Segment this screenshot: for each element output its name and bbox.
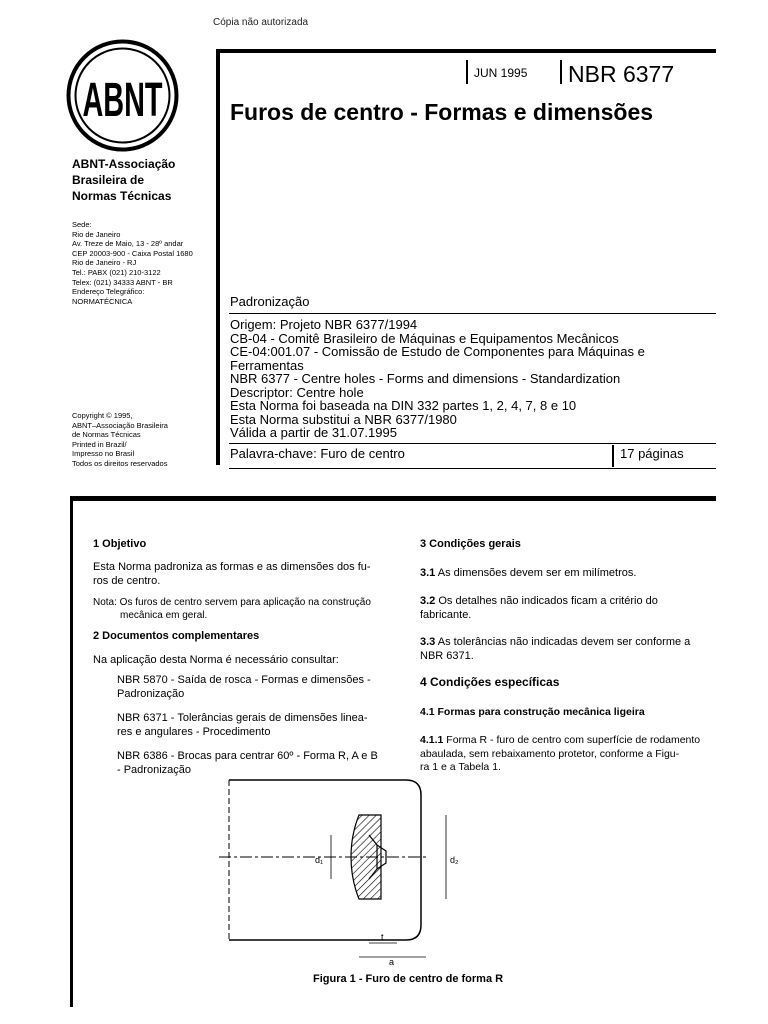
standard-number: NBR 6377 bbox=[568, 61, 675, 87]
general-item-3-2: 3.2 Os detalhes não indicados ficam a critério do fabricante. bbox=[420, 595, 658, 621]
header-top-rule bbox=[216, 49, 716, 53]
figure-label-d1: d₁ bbox=[315, 855, 324, 865]
abnt-logo-text: ABNT bbox=[82, 74, 163, 127]
document-title: Furos de centro - Formas e dimensões bbox=[230, 99, 654, 125]
figure-label-d2: d₂ bbox=[450, 855, 459, 865]
origin-block: Origem: Projeto NBR 6377/1994 CB-04 - Comitê Brasileiro de Máquinas e Equipamentos Mecânicos CE-04:001.07 - Comissão de Estudo de Componentes para Máquinas e Ferramentas NBR 6377 - Centre holes - Forms and dimensions - Standardization Descriptor: Centre hole Esta Norma foi baseada na DIN 332 partes 1, 2, 4, 7, 8 e 10 Esta Norma substitui a NBR 6377/1980 Válida a partir de 31.07.1995 bbox=[230, 317, 645, 440]
document-item: NBR 6371 - Tolerâncias gerais de dimensões linea- res e angulares - Procedimento bbox=[117, 712, 368, 738]
watermark-text: Cópia não autorizada bbox=[213, 17, 309, 28]
pages-separator bbox=[612, 445, 614, 467]
divider bbox=[229, 443, 716, 444]
figure-label-t: t bbox=[381, 932, 384, 942]
documents-intro: Na aplicação desta Norma é necessário consultar: bbox=[93, 654, 339, 666]
document-item: NBR 6386 - Brocas para centrar 60º - Forma R, A e B - Padronização bbox=[117, 750, 378, 776]
page-count: 17 páginas bbox=[620, 446, 684, 461]
specific-heading: 4 Condições específicas bbox=[420, 675, 560, 689]
objective-heading: 1 Objetivo bbox=[93, 538, 147, 550]
specific-item-4-1-1: 4.1.1 Forma R - furo de centro com superfície de rodamento abaulada, sem rebaixamento protetor, conforme a Figu- ra 1 e a Tabela 1. bbox=[420, 734, 701, 773]
divider bbox=[229, 313, 716, 314]
general-heading: 3 Condições gerais bbox=[420, 538, 521, 550]
header-vertical-rule bbox=[216, 50, 220, 465]
documents-heading: 2 Documentos complementares bbox=[93, 630, 260, 642]
date-separator bbox=[466, 60, 468, 84]
specific-subheading: 4.1 Formas para construção mecânica ligeira bbox=[420, 706, 645, 718]
standard-separator bbox=[560, 60, 562, 84]
organization-name: ABNT-Associação Brasileira de Normas Técnicas bbox=[72, 157, 176, 203]
general-item-3-3: 3.3 As tolerâncias não indicadas devem ser conforme a NBR 6371. bbox=[420, 636, 691, 662]
objective-note: Nota: Os furos de centro servem para aplicação na construção mecânica em geral. bbox=[93, 597, 371, 621]
keyword-line: Palavra-chave: Furo de centro bbox=[230, 446, 405, 461]
figure-caption: Figura 1 - Furo de centro de forma R bbox=[313, 973, 504, 985]
body-left-rule bbox=[70, 497, 73, 1007]
figure-label-a: a bbox=[389, 957, 395, 967]
abnt-logo bbox=[65, 38, 180, 153]
figure-centre-hole bbox=[211, 775, 459, 970]
copyright-block: Copyright © 1995, ABNT–Associação Brasileira de Normas Técnicas Printed in Brazil/ Impresso no Brasil Todos os direitos reservados bbox=[72, 411, 168, 468]
section-label: Padronização bbox=[230, 294, 310, 309]
objective-text: Esta Norma padroniza as formas e as dimensões dos fu- ros de centro. bbox=[93, 561, 371, 587]
divider bbox=[229, 468, 716, 469]
body-top-rule bbox=[70, 496, 716, 501]
document-item: NBR 5870 - Saída de rosca - Formas e dimensões - Padronização bbox=[117, 674, 371, 700]
general-item-3-1: 3.1 As dimensões devem ser em milímetros. bbox=[420, 567, 637, 579]
publication-date: JUN 1995 bbox=[474, 66, 528, 80]
address-block: Sede: Rio de Janeiro Av. Treze de Maio, 13 - 28º andar CEP 20003-900 - Caixa Postal 1680 Rio de Janeiro - RJ Tel.: PABX (021) 210-3122 Telex: (021) 34333 ABNT - BR Endereço Telegráfico: NORMATÉCNICA bbox=[72, 220, 193, 306]
